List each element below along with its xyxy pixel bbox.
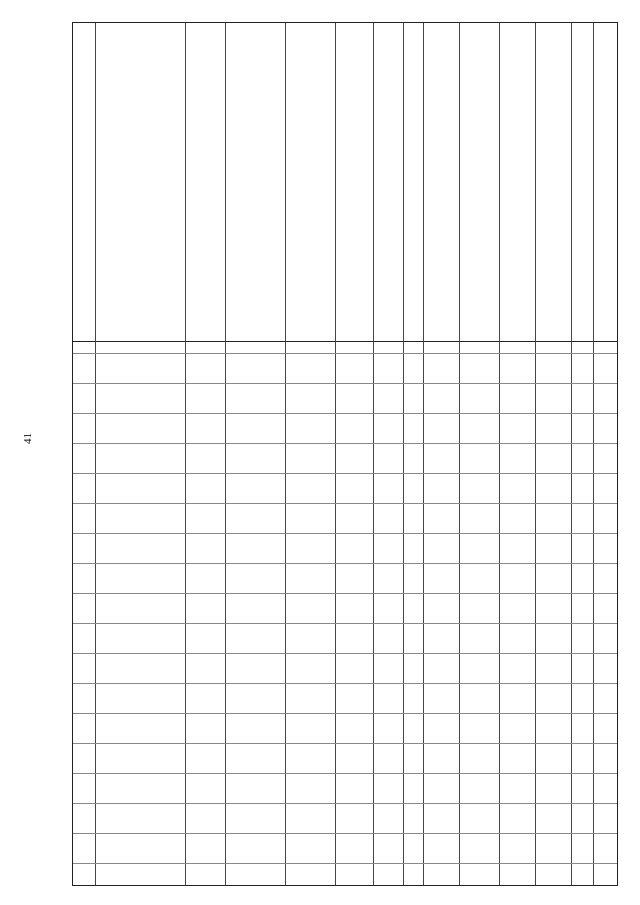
column-divider (535, 23, 536, 885)
row-divider (73, 623, 617, 624)
column-divider (335, 23, 336, 885)
row-divider (73, 713, 617, 714)
row-divider (73, 563, 617, 564)
column-divider (499, 23, 500, 885)
row-divider (73, 803, 617, 804)
row-divider (73, 683, 617, 684)
column-divider (593, 23, 594, 885)
row-divider (73, 473, 617, 474)
row-divider (73, 353, 617, 354)
column-divider (403, 23, 404, 885)
row-divider (73, 743, 617, 744)
column-divider (571, 23, 572, 885)
page-number: 41 (22, 433, 34, 444)
register-table (72, 22, 618, 886)
column-divider (373, 23, 374, 885)
column-divider (185, 23, 186, 885)
column-divider (423, 23, 424, 885)
column-divider (95, 23, 96, 885)
row-divider (73, 443, 617, 444)
row-divider (73, 593, 617, 594)
column-divider (285, 23, 286, 885)
row-divider (73, 533, 617, 534)
column-divider (459, 23, 460, 885)
row-divider (73, 383, 617, 384)
row-divider (73, 653, 617, 654)
row-divider (73, 863, 617, 864)
row-divider (73, 503, 617, 504)
row-divider (73, 413, 617, 414)
row-divider (73, 773, 617, 774)
row-divider (73, 833, 617, 834)
column-divider (225, 23, 226, 885)
